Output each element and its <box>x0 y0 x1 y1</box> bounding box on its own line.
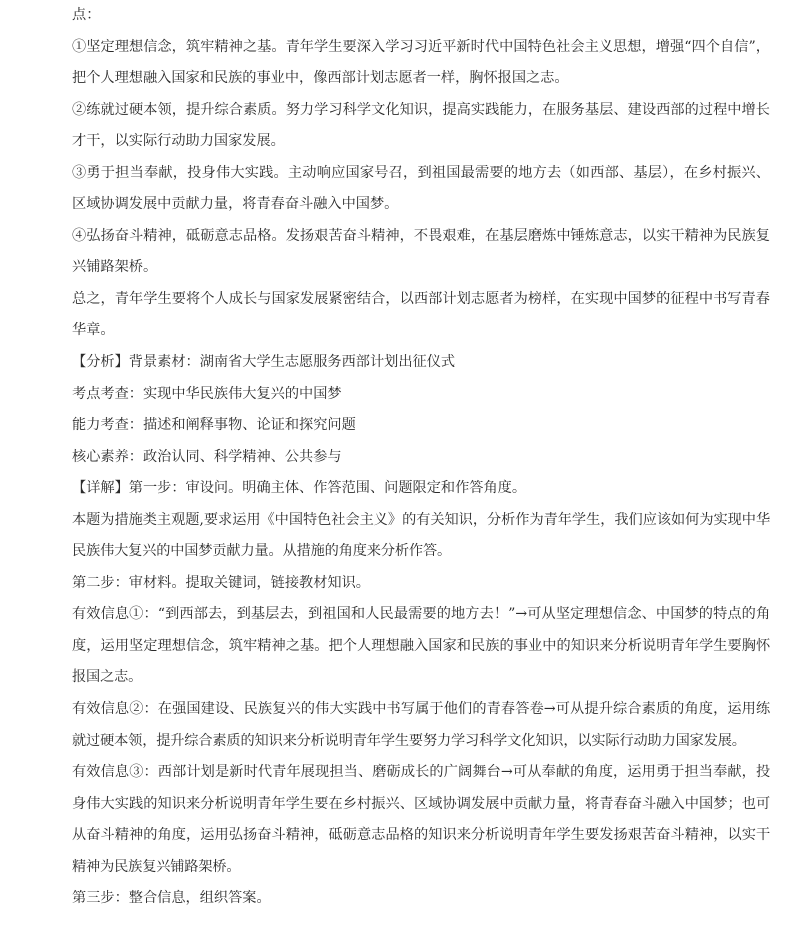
analysis-exam-point: 考点考查：实现中华民族伟大复兴的中国梦 <box>72 385 342 402</box>
detail-step-1: 【详解】第一步：审设问。明确主体、作答范围、问题限定和作答角度。 <box>72 480 527 497</box>
effective-info-1: 有效信息①：“到西部去，到基层去，到祖国和人民最需要的地方去！”→可从坚定理想信念、中国梦的特点的角度，运用坚定理想信念，筑牢精神之基。把个人理想融入国家和民族的事业中的知识来分析说明青年学生要胸怀报国之志。 <box>72 606 770 686</box>
analysis-background: 【分析】背景素材：湖南省大学生志愿服务西部计划出征仪式 <box>72 354 456 371</box>
answer-point-4: ④弘扬奋斗精神，砥砺意志品格。发扬艰苦奋斗精神，不畏艰难，在基层磨炼中锤炼意志，以实干精神为民族复兴铺路架桥。 <box>72 227 770 276</box>
answer-summary: 总之，青年学生要将个人成长与国家发展紧密结合，以西部计划志愿者为榜样，在实现中国梦的征程中书写青春华章。 <box>72 290 770 339</box>
analysis-ability: 能力考查：描述和阐释事物、论证和探究问题 <box>72 417 356 434</box>
effective-info-3: 有效信息③：西部计划是新时代青年展现担当、磨砺成长的广阔舞台→可从奉献的角度，运用勇于担当奉献，投身伟大实践的知识来分析说明青年学生要在乡村振兴、区域协调发展中贡献力量，将青春奋斗融入中国梦；也可从奋斗精神的角度，运用弘扬奋斗精神，砥砺意志品格的知识来分析说明青年学生要发扬艰苦奋斗精神，以实干精神为民族复兴铺路架桥。 <box>72 764 770 875</box>
detail-step-1-body: 本题为措施类主观题,要求运用《中国特色社会主义》的有关知识，分析作为青年学生，我们应该如何为实现中华民族伟大复兴的中国梦贡献力量。从措施的角度来分析作答。 <box>72 511 770 560</box>
analysis-core-literacy: 核心素养：政治认同、科学精神、公共参与 <box>72 448 342 465</box>
answer-point-3: ③勇于担当奉献，投身伟大实践。主动响应国家号召，到祖国最需要的地方去（如西部、基层），在乡村振兴、区域协调发展中贡献力量，将青春奋斗融入中国梦。 <box>72 164 770 213</box>
paragraph-continuation: 点： <box>72 7 101 23</box>
answer-point-2: ②练就过硬本领，提升综合素质。努力学习科学文化知识，提高实践能力，在服务基层、建设西部的过程中增长才干，以实际行动助力国家发展。 <box>72 101 770 150</box>
detail-step-2: 第二步：审材料。提取关键词，链接教材知识。 <box>72 574 370 591</box>
answer-point-1: ①坚定理想信念，筑牢精神之基。青年学生要深入学习习近平新时代中国特色社会主义思想，增强“四个自信”，把个人理想融入国家和民族的事业中，像西部计划志愿者一样，胸怀报国之志。 <box>72 38 770 87</box>
effective-info-2: 有效信息②：在强国建设、民族复兴的伟大实践中书写属于他们的青春答卷→可从提升综合素质的角度，运用练就过硬本领，提升综合素质的知识来分析说明青年学生要努力学习科学文化知识，以实际行动助力国家发展。 <box>72 701 770 749</box>
detail-step-3: 第三步：整合信息，组织答案。 <box>72 890 271 907</box>
